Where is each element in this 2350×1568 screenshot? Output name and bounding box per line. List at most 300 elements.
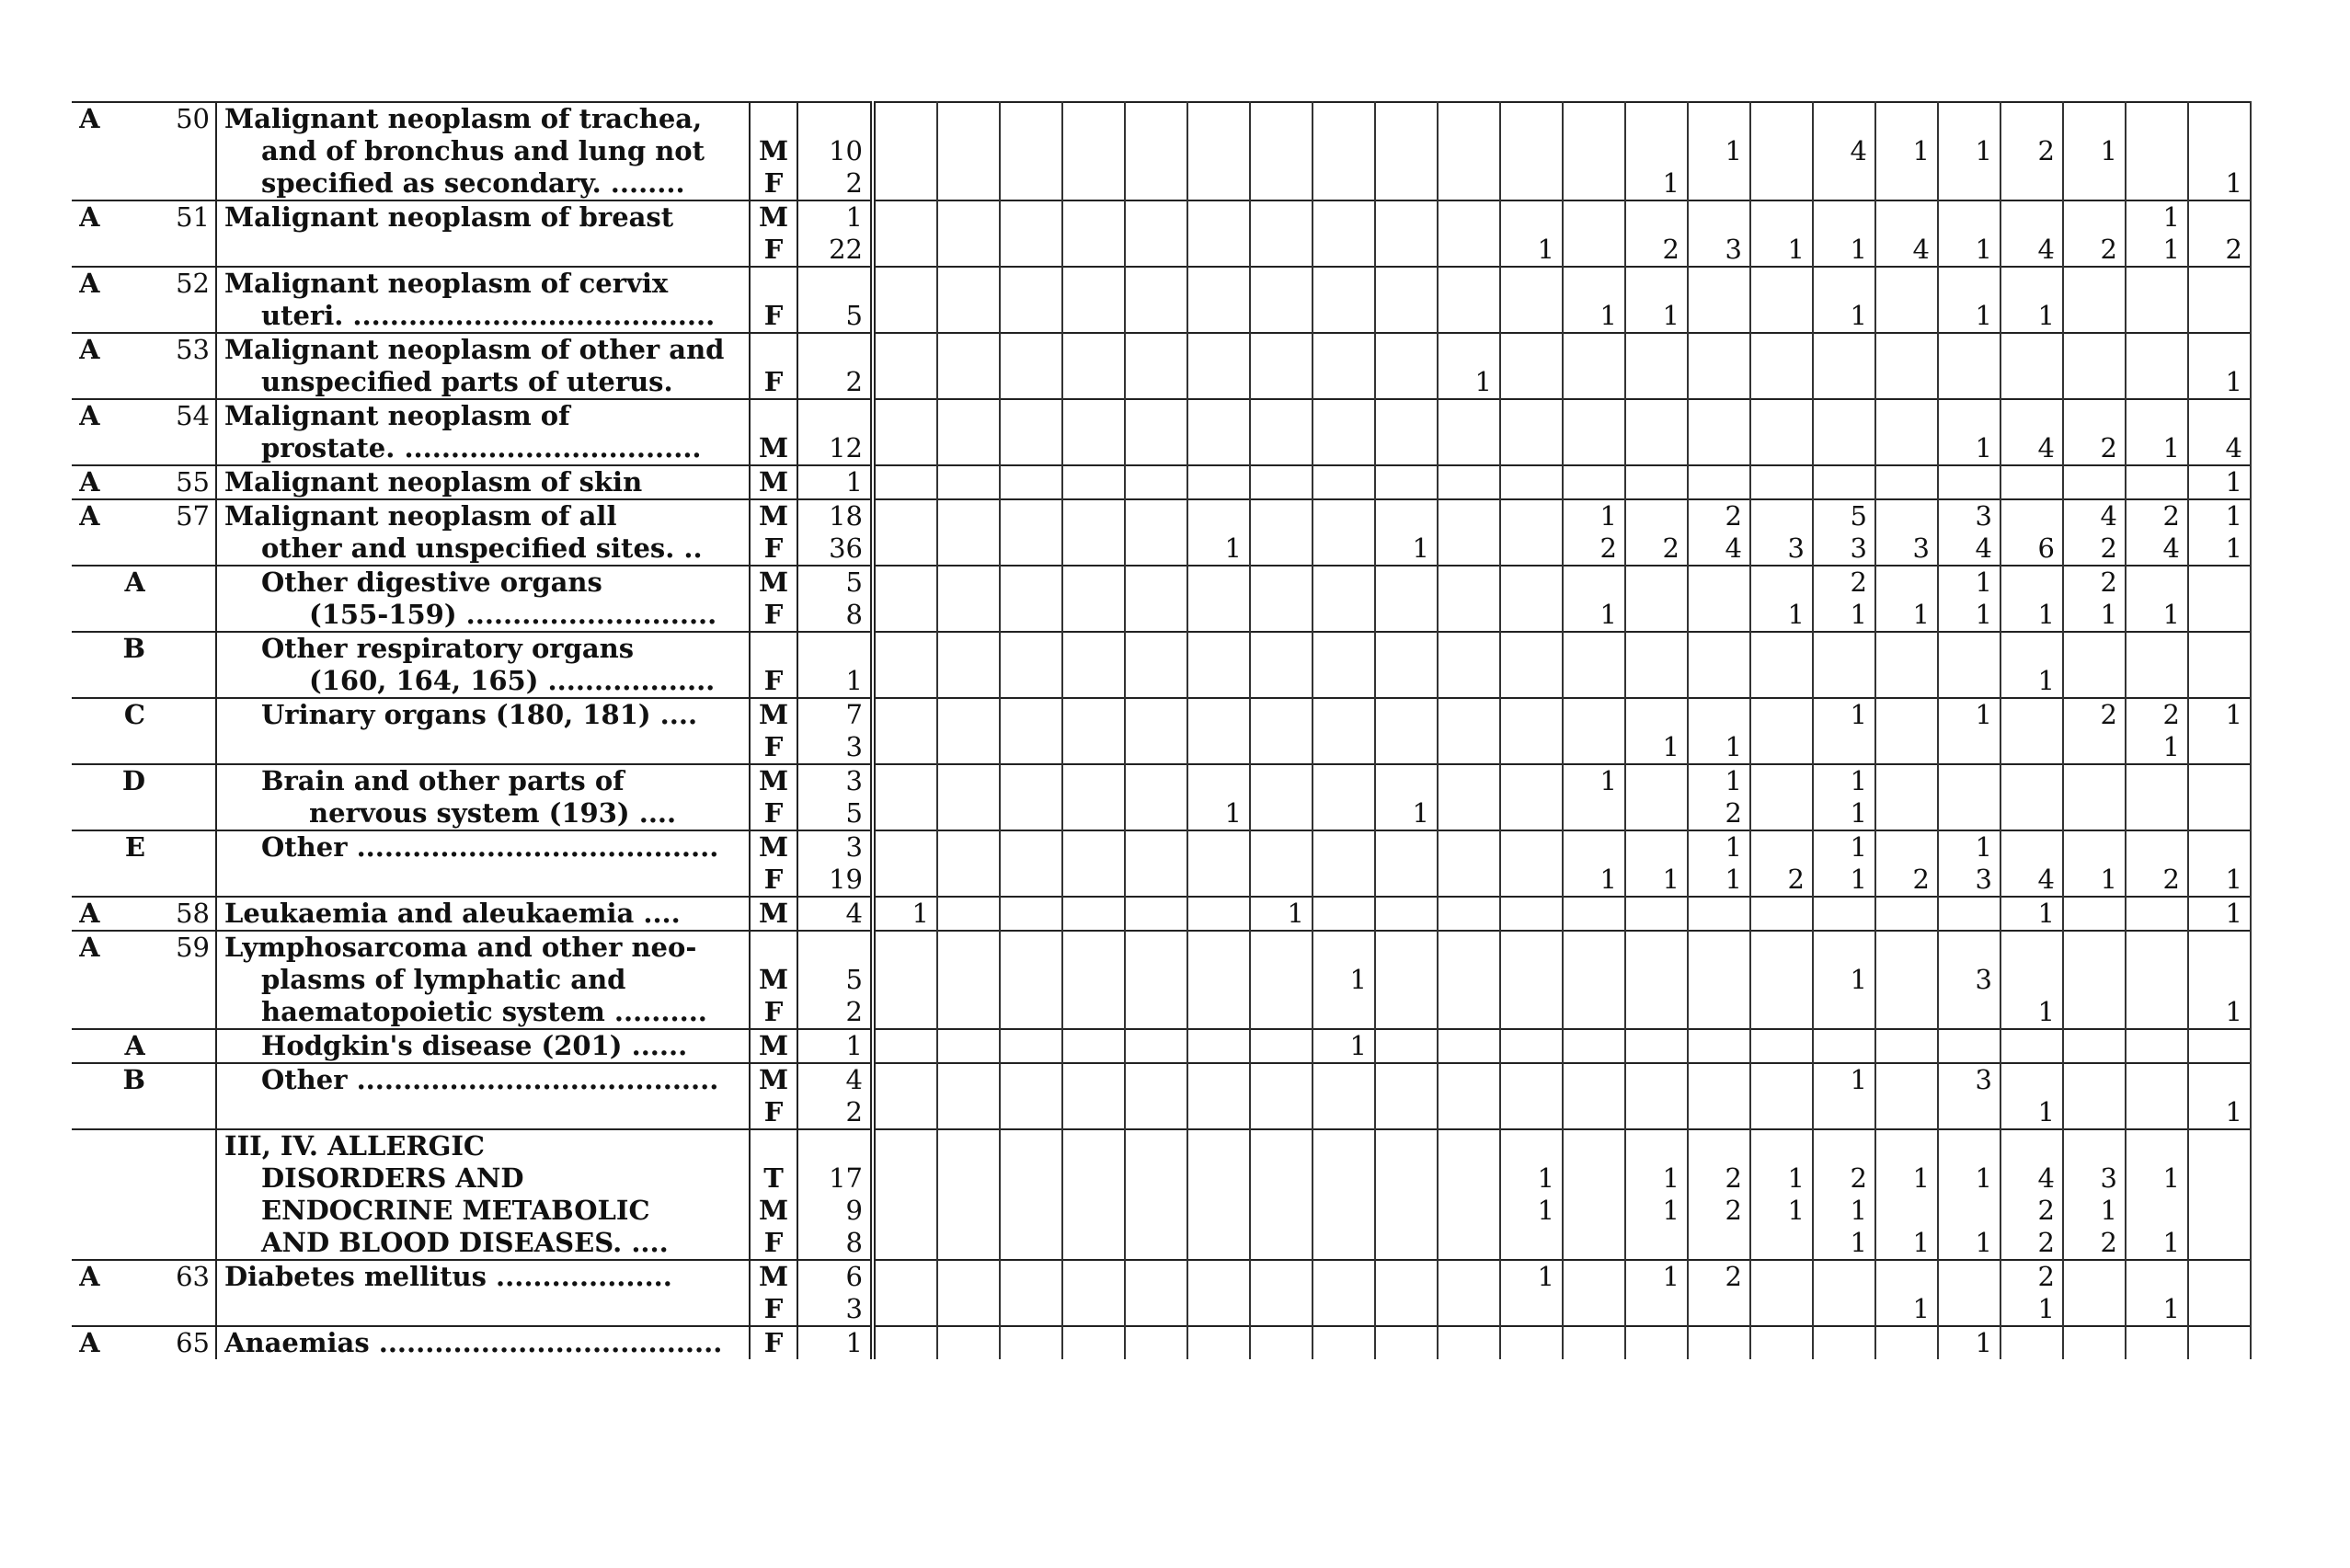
cell-line <box>1626 1327 1679 1359</box>
age-group-cell <box>1688 267 1750 333</box>
age-group-cell <box>1625 267 1688 333</box>
cell-line <box>1188 1162 1242 1195</box>
cell-line <box>1188 1096 1242 1128</box>
cell-line <box>1001 1293 1054 1325</box>
age-group-cell <box>1438 1129 1500 1260</box>
age-group-cell <box>1625 1260 1688 1326</box>
age-group-cell <box>1500 1260 1563 1326</box>
table-row <box>72 632 2251 698</box>
cell-line <box>1814 167 1867 200</box>
cell-line <box>938 334 992 366</box>
age-group-cell <box>1000 1326 1062 1359</box>
cell-line <box>876 1195 929 1227</box>
cell-line: 1 <box>1287 898 1304 929</box>
cell-line <box>2064 201 2117 234</box>
cell-line: M <box>758 466 789 498</box>
cell-line <box>1439 864 1492 896</box>
age-group-cell <box>1000 830 1062 897</box>
cell-line <box>2189 268 2242 300</box>
cell-line <box>2126 400 2180 432</box>
cell-line <box>1814 466 1867 498</box>
cell-line <box>1251 167 1304 200</box>
age-group-cell <box>1563 267 1625 333</box>
age-group-cell <box>2000 499 2063 566</box>
cell-line <box>1814 334 1867 366</box>
age-group-cell <box>2126 1129 2188 1260</box>
cell-line <box>1439 665 1492 697</box>
cell-line <box>1188 633 1242 665</box>
cell-line <box>1376 1096 1429 1128</box>
cell-line <box>1626 1130 1679 1162</box>
cell-line <box>876 135 929 167</box>
cell-line <box>1689 1130 1742 1162</box>
cell-line <box>1313 1261 1367 1293</box>
age-group-cell <box>1625 931 1688 1029</box>
age-group-cell <box>1250 897 1313 931</box>
cell-line <box>1439 1293 1492 1325</box>
cell-line <box>1939 201 1992 234</box>
cell-line <box>1251 532 1304 565</box>
cell-line <box>2189 1327 2242 1359</box>
age-group-cell <box>1750 830 1813 897</box>
cell-line: A <box>79 334 100 365</box>
cell-line <box>751 268 797 300</box>
cell-line <box>1251 599 1304 631</box>
cell-line <box>1313 831 1367 864</box>
cell-line: A <box>124 1030 145 1061</box>
cell-line <box>1376 167 1429 200</box>
cell-line <box>1814 201 1867 234</box>
table-row <box>72 1063 2251 1129</box>
age-group-cell <box>1500 499 1563 566</box>
age-group-cell <box>1250 333 1313 399</box>
total-column <box>797 632 873 698</box>
list-number <box>145 499 216 566</box>
age-group-cell <box>1625 1063 1688 1129</box>
age-group-cell <box>937 1326 1000 1359</box>
cell-line: 1 <box>1725 831 1742 863</box>
cell-line <box>1564 898 1617 930</box>
cell-line <box>1876 366 1930 398</box>
cell-line: M <box>758 500 789 532</box>
age-group-cell <box>873 897 937 931</box>
cell-line <box>1814 432 1867 464</box>
cell-line: A <box>79 201 100 233</box>
cell-line <box>1876 797 1930 830</box>
total-column <box>797 566 873 632</box>
sex-column <box>750 1029 797 1063</box>
cell-line: 1 <box>1537 1195 1554 1226</box>
cell-line: 4 <box>1975 532 1992 564</box>
cell-line: 1 <box>1787 234 1805 265</box>
total-column <box>797 897 873 931</box>
cell-line: 1 <box>1725 731 1742 762</box>
cell-line <box>1251 400 1304 432</box>
age-group-cell <box>1813 102 1875 200</box>
cell-line <box>145 765 210 797</box>
cell-line: 4 <box>1850 135 1867 166</box>
cell-line: 1 <box>1599 765 1617 796</box>
cell-line <box>2064 1096 2117 1128</box>
cell-line <box>1126 1130 1179 1162</box>
cell-line <box>876 1162 929 1195</box>
age-group-cell <box>2126 1029 2188 1063</box>
age-group-cell <box>1187 698 1250 764</box>
cell-line <box>2064 366 2117 398</box>
cell-line <box>1188 731 1242 763</box>
cell-line <box>1251 103 1304 135</box>
age-group-cell <box>1813 566 1875 632</box>
cell-line <box>1751 466 1805 498</box>
cell-line <box>1376 201 1429 234</box>
cell-line <box>2001 1327 2055 1359</box>
cell-line: 4 <box>2100 500 2117 532</box>
cell-line <box>1689 964 1742 996</box>
sex-column <box>750 1129 797 1260</box>
list-number <box>145 698 216 764</box>
age-group-cell <box>1625 499 1688 566</box>
age-group-cell <box>1375 399 1438 465</box>
cell-line <box>1188 201 1242 234</box>
cell-line <box>1188 567 1242 599</box>
age-group-cell <box>1750 465 1813 499</box>
age-group-cell <box>1187 1063 1250 1129</box>
cell-line <box>1689 699 1742 731</box>
cell-line <box>2001 1030 2055 1062</box>
cell-line: 9 <box>845 1195 863 1226</box>
sex-column <box>750 566 797 632</box>
cell-line <box>876 366 929 398</box>
age-group-cell <box>1688 465 1750 499</box>
age-group-cell <box>1438 267 1500 333</box>
age-group-cell <box>1000 333 1062 399</box>
cell-line <box>1564 731 1617 763</box>
sex-column <box>750 1063 797 1129</box>
cell-line <box>1626 765 1679 797</box>
cell-line <box>1001 932 1054 964</box>
cell-line <box>1188 1227 1242 1259</box>
cell-line: DISORDERS AND <box>261 1162 524 1194</box>
cell-line <box>1126 599 1179 631</box>
age-group-cell <box>1688 1326 1750 1359</box>
cell-line <box>1313 366 1367 398</box>
cell-line <box>2189 1261 2242 1293</box>
age-group-cell <box>873 399 937 465</box>
cell-line <box>1313 1293 1367 1325</box>
total-column <box>797 931 873 1029</box>
cell-line <box>1689 1096 1742 1128</box>
age-group-cell <box>2000 764 2063 830</box>
cell-line <box>938 400 992 432</box>
age-group-cell <box>1625 698 1688 764</box>
cell-line <box>1439 898 1492 930</box>
age-group-cell <box>2126 200 2188 267</box>
cell-line: 1 <box>2162 1293 2180 1324</box>
cell-line: A <box>79 268 100 299</box>
cell-line: 3 <box>845 831 863 863</box>
cell-line: F <box>763 532 784 564</box>
cell-line <box>1001 201 1054 234</box>
age-group-cell <box>1563 632 1625 698</box>
cell-line <box>1251 201 1304 234</box>
cell-line <box>876 1261 929 1293</box>
cell-line <box>1001 1064 1054 1096</box>
age-group-cell <box>1000 1029 1062 1063</box>
cell-line <box>1501 1030 1554 1062</box>
cell-line <box>1876 1195 1930 1227</box>
age-group-cell <box>1875 499 1938 566</box>
cell-line <box>1939 268 1992 300</box>
cell-line: 17 <box>829 1162 863 1194</box>
cell-line <box>1439 1195 1492 1227</box>
cell-line: 51 <box>176 201 210 233</box>
cell-line <box>1564 1293 1617 1325</box>
cell-line <box>1626 932 1679 964</box>
list-number <box>145 1129 216 1260</box>
cell-line: 2 <box>2037 1261 2055 1292</box>
cell-line: D <box>121 765 145 796</box>
age-group-cell <box>1500 1326 1563 1359</box>
cell-line <box>1626 898 1679 930</box>
cell-line <box>1564 1096 1617 1128</box>
cell-line <box>2064 932 2117 964</box>
age-group-cell <box>2126 764 2188 830</box>
age-group-cell <box>1688 1063 1750 1129</box>
cell-line <box>1439 1162 1492 1195</box>
cell-line <box>1626 1064 1679 1096</box>
cell-line <box>2126 167 2180 200</box>
cell-line <box>2001 765 2055 797</box>
cell-line <box>145 1030 210 1062</box>
age-group-cell <box>1438 465 1500 499</box>
cell-line <box>2126 103 2180 135</box>
age-group-cell <box>1813 1029 1875 1063</box>
cell-line: 1 <box>2225 1096 2242 1127</box>
age-group-cell <box>1375 1129 1438 1260</box>
cell-line <box>1063 466 1117 498</box>
cell-line: 12 <box>829 432 863 464</box>
cell-line <box>145 633 210 665</box>
cell-line <box>2001 334 2055 366</box>
age-group-cell <box>937 333 1000 399</box>
cell-line <box>1876 996 1930 1028</box>
cell-line <box>1251 1096 1304 1128</box>
age-group-cell <box>1875 1129 1938 1260</box>
cause-description <box>216 200 750 267</box>
cell-line <box>938 432 992 464</box>
age-group-cell <box>1688 1260 1750 1326</box>
age-group-cell <box>1875 1029 1938 1063</box>
age-group-cell <box>1750 1260 1813 1326</box>
age-group-cell <box>1938 102 2000 200</box>
age-group-cell <box>1250 830 1313 897</box>
cell-line <box>1689 334 1742 366</box>
cell-line: A <box>79 466 100 498</box>
total-column <box>797 1326 873 1359</box>
cell-line <box>1751 765 1805 797</box>
cell-line <box>2126 1130 2180 1162</box>
cell-line <box>1501 1327 1554 1359</box>
cell-line: 2 <box>2100 1227 2117 1258</box>
cell-line <box>1188 1064 1242 1096</box>
list-label <box>72 830 145 897</box>
cell-line: 2 <box>1912 864 1930 895</box>
cell-line <box>1126 633 1179 665</box>
age-group-cell <box>2188 1129 2251 1260</box>
sex-column <box>750 102 797 200</box>
cell-line <box>1564 1227 1617 1259</box>
list-label <box>72 1326 145 1359</box>
age-group-cell <box>1625 200 1688 267</box>
cell-line: uteri. ....................................... <box>261 300 716 331</box>
age-group-cell <box>1688 102 1750 200</box>
list-number <box>145 399 216 465</box>
cell-line <box>1689 1030 1742 1062</box>
cell-line <box>2001 1064 2055 1096</box>
cell-line <box>2001 103 2055 135</box>
age-group-cell <box>2188 399 2251 465</box>
cell-line <box>1501 466 1554 498</box>
cell-line <box>1564 135 1617 167</box>
age-group-cell <box>1500 830 1563 897</box>
age-group-cell <box>1125 399 1187 465</box>
cell-line <box>1251 665 1304 697</box>
cell-line: 1 <box>2037 898 2055 929</box>
cell-line <box>1063 831 1117 864</box>
age-group-cell <box>1625 1129 1688 1260</box>
cell-line: specified as secondary. ........ <box>261 167 685 199</box>
cell-line <box>1376 831 1429 864</box>
cell-line <box>1251 797 1304 830</box>
age-group-cell <box>2063 698 2126 764</box>
cell-line <box>1439 932 1492 964</box>
age-group-cell <box>1813 200 1875 267</box>
cell-line <box>2001 366 2055 398</box>
cell-line <box>1626 831 1679 864</box>
total-column <box>797 1029 873 1063</box>
cell-line <box>1126 1227 1179 1259</box>
cell-line: ENDOCRINE METABOLIC <box>261 1195 650 1226</box>
age-group-cell <box>873 200 937 267</box>
cell-line: 1 <box>2225 500 2242 532</box>
age-group-cell <box>1625 1326 1688 1359</box>
age-group-cell <box>1688 698 1750 764</box>
cell-line <box>1751 932 1805 964</box>
cell-line <box>938 300 992 332</box>
sex-column <box>750 1326 797 1359</box>
cell-line <box>1001 1261 1054 1293</box>
cell-line: 1 <box>2162 599 2180 630</box>
cell-line <box>1876 898 1930 930</box>
cell-line <box>876 300 929 332</box>
cell-line <box>1376 500 1429 532</box>
age-group-cell <box>2063 200 2126 267</box>
cell-line <box>1751 797 1805 830</box>
cell-line <box>938 201 992 234</box>
age-group-cell <box>937 897 1000 931</box>
cell-line <box>1313 932 1367 964</box>
cell-line: 6 <box>2037 532 2055 564</box>
cell-line: 1 <box>1537 234 1554 265</box>
cell-line <box>79 1130 145 1162</box>
cell-line <box>876 268 929 300</box>
list-label <box>72 102 145 200</box>
cell-line <box>1376 1195 1429 1227</box>
age-group-cell <box>1062 1029 1125 1063</box>
cell-line <box>1251 633 1304 665</box>
cell-line: 2 <box>1725 797 1742 829</box>
cell-line <box>876 1064 929 1096</box>
cell-line <box>1751 500 1805 532</box>
cell-line <box>1626 334 1679 366</box>
age-group-cell <box>2000 200 2063 267</box>
cell-line: 2 <box>2162 500 2180 532</box>
age-group-cell <box>1375 698 1438 764</box>
age-group-cell <box>1563 897 1625 931</box>
cell-line <box>938 135 992 167</box>
cell-line <box>1063 1162 1117 1195</box>
age-group-cell <box>2188 566 2251 632</box>
cell-line <box>1564 831 1617 864</box>
age-group-cell <box>1375 897 1438 931</box>
cell-line <box>876 201 929 234</box>
cell-line: 1 <box>1474 366 1492 397</box>
cell-line <box>1188 1261 1242 1293</box>
age-group-cell <box>1750 399 1813 465</box>
cell-line: 1 <box>2162 201 2180 233</box>
cell-line <box>1188 103 1242 135</box>
cell-line: 1 <box>845 201 863 233</box>
cell-line <box>1876 334 1930 366</box>
cell-line <box>1626 633 1679 665</box>
age-group-cell <box>1500 897 1563 931</box>
age-group-cell <box>1375 333 1438 399</box>
cell-line <box>1689 1064 1742 1096</box>
cell-line <box>1626 268 1679 300</box>
cell-line: 1 <box>2037 665 2055 696</box>
cell-line <box>876 167 929 200</box>
age-group-cell <box>1438 200 1500 267</box>
age-group-cell <box>1375 499 1438 566</box>
age-group-cell <box>937 499 1000 566</box>
age-group-cell <box>1062 399 1125 465</box>
age-group-cell <box>1187 200 1250 267</box>
cell-line <box>1689 201 1742 234</box>
cell-line <box>2064 964 2117 996</box>
age-group-cell <box>1187 1029 1250 1063</box>
age-group-cell <box>1500 931 1563 1029</box>
cell-line <box>1063 432 1117 464</box>
age-group-cell <box>873 333 937 399</box>
cell-line <box>2189 135 2242 167</box>
cell-line <box>1001 1162 1054 1195</box>
age-group-cell <box>1875 399 1938 465</box>
cell-line: F <box>763 1227 784 1258</box>
cell-line: 1 <box>2100 1195 2117 1226</box>
list-label <box>72 897 145 931</box>
cell-line <box>1126 898 1179 930</box>
cell-line: 4 <box>2037 234 2055 265</box>
cell-line: M <box>758 567 789 598</box>
age-group-cell <box>1563 764 1625 830</box>
age-group-cell <box>1750 1326 1813 1359</box>
cell-line <box>1063 731 1117 763</box>
cell-line <box>1376 633 1429 665</box>
age-group-cell <box>1187 764 1250 830</box>
cell-line: B <box>122 1064 145 1095</box>
cell-line <box>1564 932 1617 964</box>
cell-line <box>1063 699 1117 731</box>
